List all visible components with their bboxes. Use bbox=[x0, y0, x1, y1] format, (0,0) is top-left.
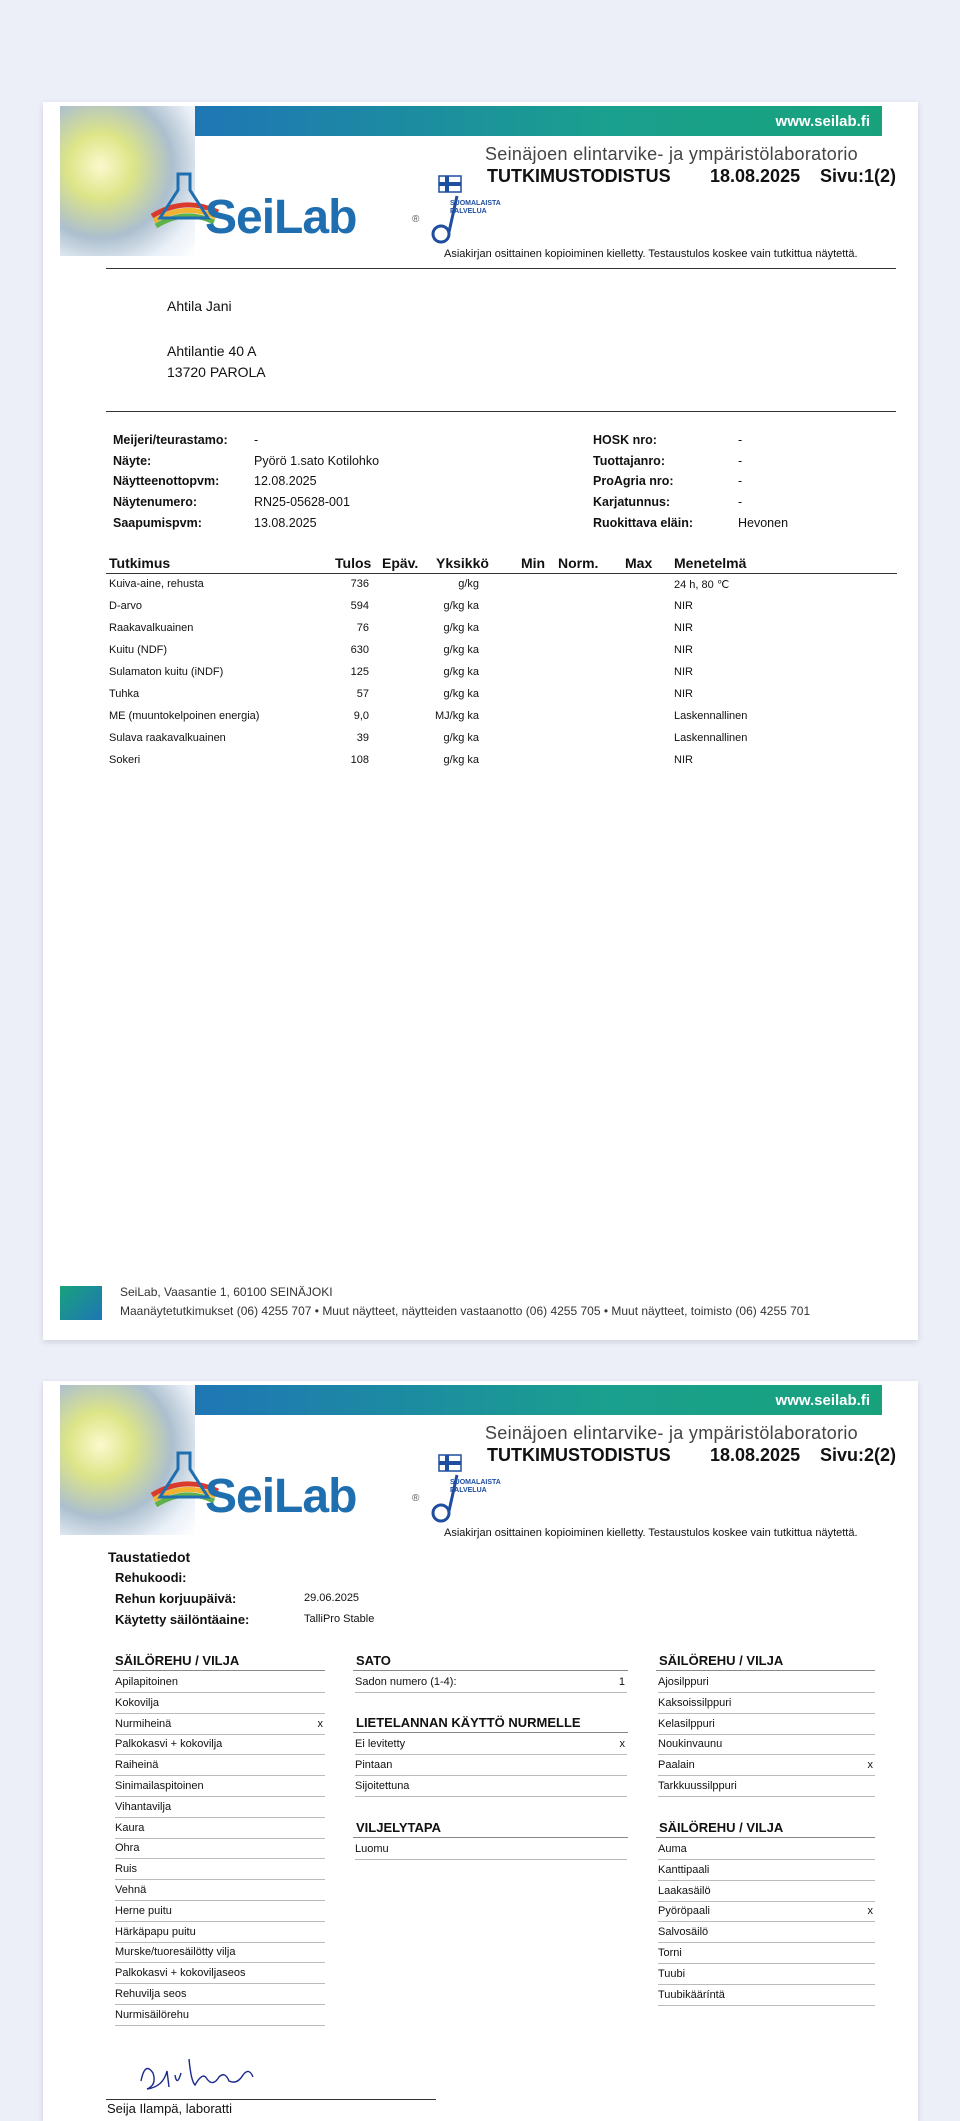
info-value: - bbox=[738, 433, 743, 447]
list-item bbox=[115, 1922, 325, 1943]
info-value: RN25-05628-001 bbox=[254, 495, 350, 509]
list-item bbox=[658, 1672, 875, 1693]
header-divider bbox=[106, 268, 896, 269]
cell-method: NIR bbox=[674, 644, 693, 656]
list-item bbox=[658, 1734, 875, 1755]
report-page-1 bbox=[43, 102, 918, 1340]
cell-method: Laskennallinen bbox=[674, 732, 748, 744]
document-title: TUTKIMUSTODISTUS bbox=[487, 166, 671, 186]
cell-method: NIR bbox=[674, 622, 693, 634]
cell-test: Kuitu (NDF) bbox=[109, 644, 168, 656]
cell-result: 736 bbox=[350, 578, 369, 590]
table-row bbox=[109, 732, 909, 754]
col-unit: Yksikkö bbox=[436, 555, 489, 571]
list-item bbox=[658, 1693, 875, 1714]
list-item bbox=[355, 1672, 627, 1693]
item-name: Tuubi bbox=[658, 1967, 686, 1980]
table-row bbox=[109, 600, 909, 622]
col-max: Max bbox=[625, 555, 653, 571]
item-name: Vehnä bbox=[115, 1884, 147, 1896]
recipient-city: 13720 PAROLA bbox=[167, 364, 266, 380]
cell-method: NIR bbox=[674, 666, 693, 678]
lab-name: Seinäjoen elintarvike- ja ympäristölaboratorio bbox=[485, 1423, 858, 1443]
item-name: Kelasilppuri bbox=[658, 1717, 715, 1730]
cell-result: 57 bbox=[356, 688, 369, 700]
table-row bbox=[109, 622, 909, 644]
col3-title-b-rule bbox=[656, 1837, 875, 1838]
item-mark: x bbox=[867, 1905, 873, 1918]
col-min: Min bbox=[521, 555, 546, 571]
table-row bbox=[109, 578, 909, 600]
item-name: Raiheinä bbox=[115, 1759, 159, 1772]
list-item bbox=[658, 1922, 875, 1943]
col1-title-rule bbox=[113, 1670, 325, 1671]
field-value: 29.06.2025 bbox=[304, 1592, 360, 1604]
website-link[interactable]: www.seilab.fi bbox=[775, 113, 870, 130]
signature-image bbox=[133, 2051, 263, 2101]
item-mark: x bbox=[619, 1738, 625, 1750]
cell-result: 125 bbox=[350, 666, 369, 678]
cell-test: Kuiva-aine, rehusta bbox=[109, 578, 204, 590]
cell-test: ME (muuntokelpoinen energia) bbox=[109, 710, 260, 722]
item-mark: 1 bbox=[618, 1676, 625, 1688]
field-label: Käytetty säilöntäaine: bbox=[115, 1612, 250, 1627]
item-name: Sinimailaspitoinen bbox=[115, 1780, 204, 1792]
item-name: Nurmisäilörehu bbox=[115, 2008, 189, 2021]
col-method: Menetelmä bbox=[674, 555, 747, 571]
table-header-rule bbox=[106, 573, 897, 574]
item-name: Palkokasvi + kokovilja bbox=[115, 1738, 223, 1751]
item-name: Auma bbox=[658, 1843, 687, 1855]
item-name: Tarkkuussilppuri bbox=[658, 1780, 737, 1792]
info-label: Tuottajanro: bbox=[593, 454, 665, 468]
registered-mark: ® bbox=[412, 1493, 420, 1504]
cell-unit: g/kg bbox=[458, 578, 479, 590]
col3-title-b: SÄILÖREHU / VILJA bbox=[659, 1820, 784, 1835]
list-item bbox=[658, 1985, 875, 2006]
seilab-logo: SeiLab bbox=[205, 1470, 357, 1523]
table-row bbox=[109, 710, 909, 732]
finn-badge-text: SUOMALAISTA PALVELUA bbox=[450, 200, 501, 215]
footer-phones: Maanäytetutkimukset (06) 4255 707 • Muut näytteet, näytteiden vastaanotto (06) 4255 705 • Muut näytteet, toimisto (06) 4255 701 bbox=[120, 1304, 811, 1318]
item-name: Kaura bbox=[115, 1821, 145, 1834]
list-item bbox=[658, 1776, 875, 1797]
col3-title-a-rule bbox=[656, 1670, 875, 1671]
info-label: Saapumispvm: bbox=[113, 516, 202, 530]
footer-address: SeiLab, Vaasantie 1, 60100 SEINÄJOKI bbox=[120, 1285, 333, 1299]
table-row bbox=[109, 688, 909, 710]
liete-title-rule bbox=[353, 1732, 628, 1733]
item-name: Herne puitu bbox=[115, 1904, 172, 1917]
header-bar bbox=[195, 106, 882, 136]
col-norm: Norm. bbox=[558, 555, 599, 571]
seilab-logo: SeiLab bbox=[205, 191, 357, 244]
item-name: Apilapitoinen bbox=[115, 1676, 178, 1688]
cell-unit: g/kg ka bbox=[443, 688, 479, 700]
info-value: - bbox=[738, 495, 743, 509]
cell-test: D-arvo bbox=[109, 600, 143, 612]
item-name: Palkokasvi + kokoviljaseos bbox=[115, 1967, 246, 1980]
item-name: Noukinvaunu bbox=[658, 1738, 723, 1751]
liete-title: LIETELANNAN KÄYTTÖ NURMELLE bbox=[356, 1715, 581, 1730]
col-test: Tutkimus bbox=[109, 555, 171, 571]
registered-mark: ® bbox=[412, 214, 420, 225]
info-label: HOSK nro: bbox=[593, 433, 657, 447]
cell-result: 9,0 bbox=[353, 710, 369, 722]
info-label: Meijeri/teurastamo: bbox=[113, 433, 228, 447]
item-name: Rehuvilja seos bbox=[115, 1988, 187, 2000]
cell-result: 39 bbox=[356, 732, 369, 744]
item-mark: x bbox=[317, 1717, 323, 1730]
cell-unit: g/kg ka bbox=[443, 732, 479, 744]
cell-unit: MJ/kg ka bbox=[434, 710, 479, 722]
item-name: Torni bbox=[658, 1947, 682, 1959]
table-row bbox=[109, 666, 909, 688]
col-result: Tulos bbox=[335, 555, 372, 571]
list-item bbox=[115, 1880, 325, 1901]
item-name: Kanttipaali bbox=[658, 1863, 710, 1876]
list-item bbox=[115, 1818, 325, 1839]
info-label: Näyte: bbox=[113, 454, 152, 468]
list-item bbox=[355, 1755, 627, 1776]
col1-title: SÄILÖREHU / VILJA bbox=[115, 1653, 240, 1668]
disclaimer: Asiakirjan osittainen kopioiminen kielletty. Testaustulos koskee vain tutkittua näytettä. bbox=[444, 248, 858, 260]
finn-badge-text: SUOMALAISTA PALVELUA bbox=[450, 1479, 501, 1494]
list-item bbox=[115, 1672, 325, 1693]
cell-result: 630 bbox=[350, 644, 369, 656]
sato-title: SATO bbox=[356, 1653, 391, 1668]
viljely-title: VILJELYTAPA bbox=[356, 1820, 442, 1835]
info-value: Pyörö 1.sato Kotilohko bbox=[254, 454, 380, 468]
list-item bbox=[115, 1838, 325, 1859]
list-item bbox=[658, 1881, 875, 1902]
item-name: Sadon numero (1-4): bbox=[355, 1676, 457, 1688]
sato-title-rule bbox=[353, 1670, 628, 1671]
item-name: Salvosäilö bbox=[658, 1926, 709, 1939]
info-label: Ruokittava eläin: bbox=[593, 516, 694, 530]
item-name: Laakasäilö bbox=[658, 1884, 711, 1897]
disclaimer: Asiakirjan osittainen kopioiminen kielletty. Testaustulos koskee vain tutkittua näytettä. bbox=[444, 1527, 858, 1539]
list-item bbox=[658, 1755, 875, 1776]
cell-result: 108 bbox=[350, 754, 369, 766]
item-name: Kokovilja bbox=[115, 1696, 160, 1709]
cell-test: Sulamaton kuitu (iNDF) bbox=[109, 666, 224, 678]
cell-method: NIR bbox=[674, 754, 693, 766]
list-item bbox=[658, 1860, 875, 1881]
info-value: 12.08.2025 bbox=[254, 474, 317, 488]
info-value: - bbox=[254, 433, 259, 447]
item-name: Pyöröpaali bbox=[658, 1905, 710, 1918]
item-name: Murske/tuoresäilötty vilja bbox=[115, 1946, 236, 1959]
document-date: 18.08.2025 bbox=[710, 1445, 801, 1465]
list-item bbox=[115, 1714, 325, 1735]
cell-unit: g/kg ka bbox=[443, 754, 479, 766]
info-value: - bbox=[738, 454, 743, 468]
field-value: TalliPro Stable bbox=[304, 1613, 375, 1625]
item-name: Pintaan bbox=[355, 1759, 393, 1771]
report-header bbox=[60, 1381, 897, 1541]
list-item bbox=[115, 1963, 325, 1984]
list-item bbox=[115, 2005, 325, 2026]
list-item bbox=[115, 1859, 325, 1880]
footer-logo-square bbox=[60, 1286, 102, 1320]
cell-test: Sokeri bbox=[109, 754, 141, 766]
background-title: Taustatiedot bbox=[108, 1549, 191, 1565]
cell-method: 24 h, 80 ℃ bbox=[674, 579, 730, 591]
col-uncertainty: Epäv. bbox=[382, 555, 419, 571]
list-item bbox=[355, 1734, 627, 1755]
viljely-title-rule bbox=[353, 1837, 628, 1838]
address-divider bbox=[106, 411, 896, 412]
item-name: Kaksoissilppuri bbox=[658, 1696, 732, 1709]
info-value: Hevonen bbox=[738, 516, 789, 530]
signature-line bbox=[106, 2099, 436, 2100]
page-number: Sivu:2(2) bbox=[820, 1445, 897, 1465]
col3-title-a: SÄILÖREHU / VILJA bbox=[659, 1653, 784, 1668]
list-item bbox=[115, 1693, 325, 1714]
item-name: Paalain bbox=[658, 1759, 695, 1772]
cell-method: NIR bbox=[674, 688, 693, 700]
info-label: Näytteenottopvm: bbox=[113, 474, 220, 488]
item-name: Sijoitettuna bbox=[355, 1780, 410, 1792]
recipient-name: Ahtila Jani bbox=[167, 298, 232, 314]
list-item bbox=[115, 1755, 325, 1776]
info-value: - bbox=[738, 474, 743, 488]
cell-method: NIR bbox=[674, 600, 693, 612]
cell-unit: g/kg ka bbox=[443, 666, 479, 678]
item-name: Ohra bbox=[115, 1842, 140, 1855]
item-name: Vihantavilja bbox=[115, 1800, 172, 1813]
list-item bbox=[658, 1964, 875, 1985]
cell-result: 76 bbox=[356, 622, 369, 634]
info-value: 13.08.2025 bbox=[254, 516, 317, 530]
info-label: Näytenumero: bbox=[113, 495, 198, 509]
list-item bbox=[355, 1839, 627, 1860]
item-name: Tuubikääríntä bbox=[658, 1988, 725, 2001]
report-header bbox=[60, 102, 897, 262]
cell-unit: g/kg ka bbox=[443, 622, 479, 634]
header-bar bbox=[195, 1385, 882, 1415]
table-row bbox=[109, 644, 909, 666]
list-item bbox=[658, 1714, 875, 1735]
page-number: Sivu:1(2) bbox=[820, 166, 897, 186]
report-page-2 bbox=[43, 1381, 918, 2121]
lab-name: Seinäjoen elintarvike- ja ympäristölaboratorio bbox=[485, 144, 858, 164]
cell-test: Sulava raakavalkuainen bbox=[109, 732, 226, 744]
cell-method: Laskennallinen bbox=[674, 710, 748, 722]
list-item bbox=[115, 1797, 325, 1818]
cell-unit: g/kg ka bbox=[443, 600, 479, 612]
info-label: Karjatunnus: bbox=[593, 495, 671, 509]
list-item bbox=[115, 1901, 325, 1922]
cell-result: 594 bbox=[350, 600, 369, 612]
list-item bbox=[658, 1839, 875, 1860]
list-item bbox=[115, 1984, 325, 2005]
cell-unit: g/kg ka bbox=[443, 644, 479, 656]
cell-test: Raakavalkuainen bbox=[109, 622, 194, 634]
list-item bbox=[115, 1776, 325, 1797]
list-item bbox=[658, 1901, 875, 1922]
field-label: Rehun korjuupäivä: bbox=[115, 1591, 237, 1606]
document-date: 18.08.2025 bbox=[710, 166, 801, 186]
recipient-street: Ahtilantie 40 A bbox=[167, 343, 257, 359]
list-item bbox=[115, 1734, 325, 1755]
website-link[interactable]: www.seilab.fi bbox=[775, 1392, 870, 1409]
item-name: Ajosilppuri bbox=[658, 1676, 709, 1688]
item-mark: x bbox=[867, 1759, 873, 1772]
list-item bbox=[355, 1776, 627, 1797]
info-label: ProAgria nro: bbox=[593, 474, 674, 488]
list-item bbox=[115, 1942, 325, 1963]
item-name: Ruis bbox=[115, 1863, 138, 1876]
document-title: TUTKIMUSTODISTUS bbox=[487, 1445, 671, 1465]
item-name: Nurmiheinä bbox=[115, 1717, 172, 1730]
field-label: Rehukoodi: bbox=[115, 1570, 187, 1585]
item-name: Ei levitetty bbox=[355, 1738, 406, 1750]
item-name: Luomu bbox=[355, 1843, 389, 1855]
table-row bbox=[109, 754, 909, 776]
cell-test: Tuhka bbox=[109, 688, 140, 700]
list-item bbox=[658, 1943, 875, 1964]
signature-name: Seija Ilampä, laboratti bbox=[107, 2101, 233, 2116]
item-name: Härkäpapu puitu bbox=[115, 1925, 196, 1938]
